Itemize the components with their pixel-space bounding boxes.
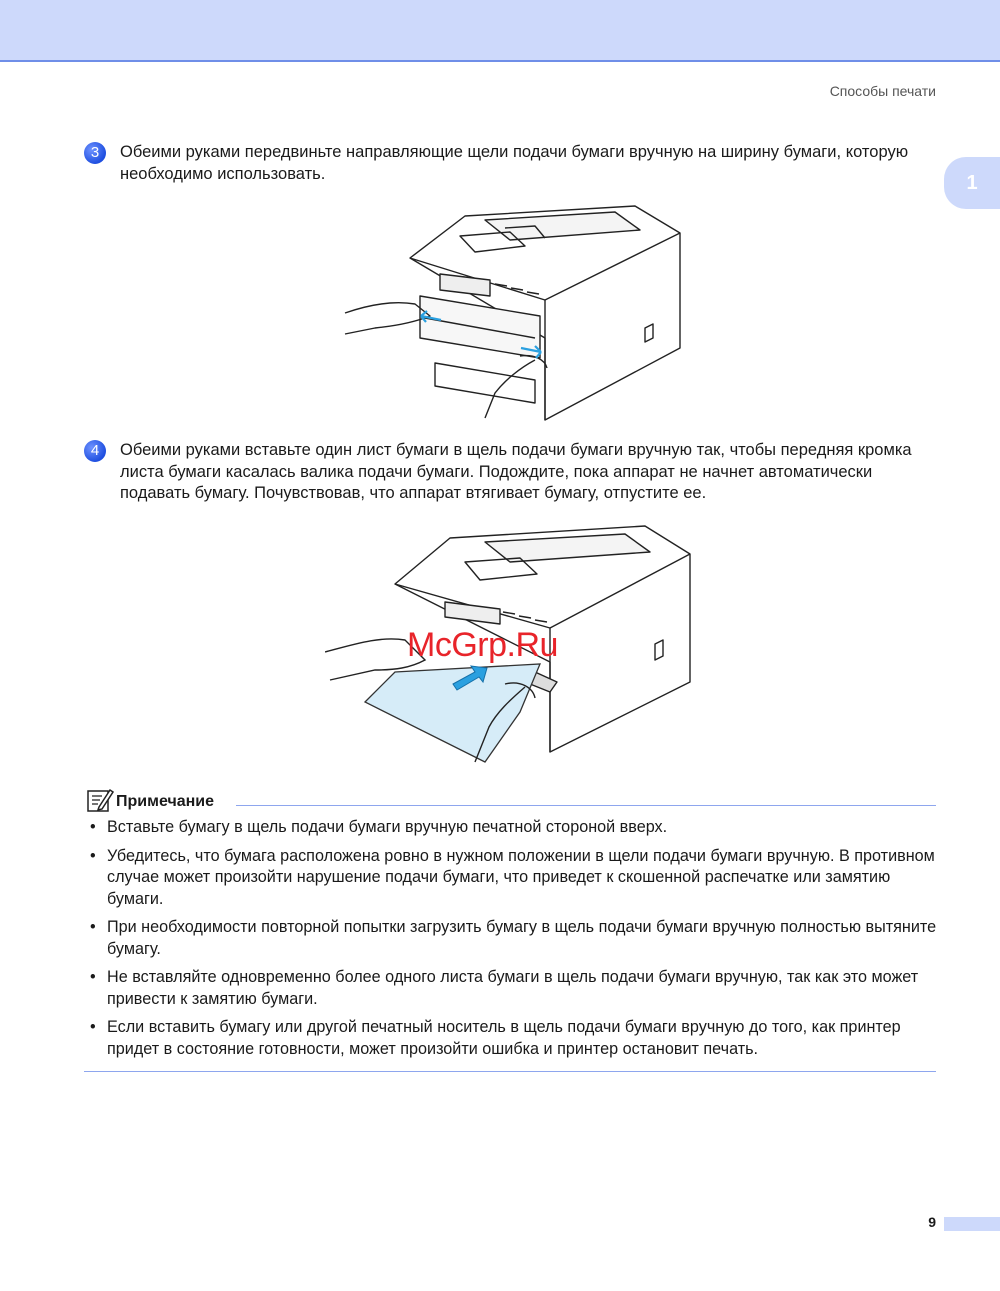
note-header: [86, 786, 936, 816]
step-number-badge: 3: [84, 142, 106, 164]
note-item: • Если вставить бумагу или другой печатный носитель в щель подачи бумаги вручную до того, как принтер придет в состояние готовности, может произойти ошибка и принтер остановит печать.: [88, 1017, 940, 1060]
note-pencil-icon: [86, 786, 114, 814]
note-item: • Убедитесь, что бумага расположена ровно в нужном положении в щели подачи бумаги вручную. В противном случае может произойти нарушение подачи бумаги, что приведет к скошенной распечатке или замятию бумаги.: [88, 846, 940, 911]
watermark: McGrp.Ru: [407, 626, 558, 664]
note-title: Примечание: [116, 793, 215, 810]
running-header: Способы печати: [829, 83, 936, 99]
note-item: • Не вставляйте одновременно более одного листа бумаги в щель подачи бумаги вручную, так как это может привести к замятию бумаги.: [88, 967, 940, 1010]
chapter-tab: [944, 157, 1000, 209]
step-4: [84, 440, 944, 505]
note-bottom-divider: [84, 1071, 936, 1072]
note-item: • Вставьте бумагу в щель подачи бумаги вручную печатной стороной вверх.: [88, 817, 940, 839]
note-divider: [236, 805, 936, 806]
step-number-badge: 4: [84, 440, 106, 462]
note-item: • При необходимости повторной попытки загрузить бумагу в щель подачи бумаги вручную полностью вытяните бумагу.: [88, 917, 940, 960]
note-list: [88, 817, 940, 1067]
step-3: [84, 142, 944, 185]
chapter-number: 1: [966, 171, 978, 194]
page-number: 9: [928, 1214, 936, 1230]
top-band: [0, 0, 1000, 62]
step-text: Обеими руками передвиньте направляющие щели подачи бумаги вручную на ширину бумаги, которую необходимо использовать.: [120, 143, 909, 183]
printer-guides-illustration: [335, 188, 695, 424]
step-text: Обеими руками вставьте один лист бумаги в щель подачи бумаги вручную так, чтобы передняя кромка листа бумаги касалась валика подачи бумаги. Подождите, пока аппарат не начнет автоматически подавать бумагу. Почувствовав, что аппарат втягивает бумагу, отпустите ее.: [120, 441, 912, 502]
page-number-tab: [944, 1217, 1000, 1231]
